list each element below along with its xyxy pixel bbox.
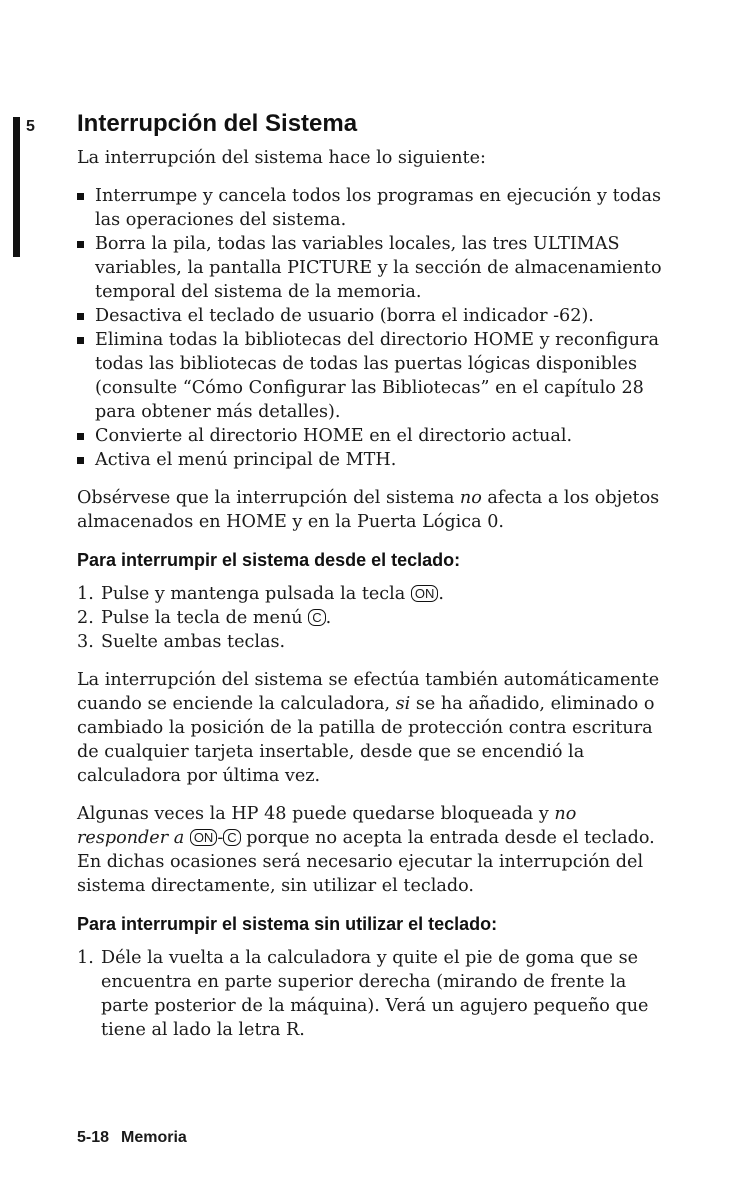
on-key: ON (190, 829, 218, 846)
page-number: 5-18 (77, 1129, 110, 1146)
step-item: 1. Déle la vuelta a la calculadora y quite el pie de goma que se encuentra en parte superior derecha (mirando de frente la parte posterior de la máquina). Verá un agujero pequeño que tiene al lado la letra R. (77, 948, 649, 1040)
page-content (77, 108, 667, 1056)
list-item: Convierte al directorio HOME en el directorio actual. (77, 424, 667, 448)
section-heading-no-keyboard: Para interrumpir el sistema sin utilizar el teclado: (77, 914, 498, 934)
keyboard-steps (77, 582, 667, 654)
list-item: Borra la pila, todas las variables locales, las tres ULTIMAS variables, la pantalla PICTURE y la sección de almacenamiento temporal del sistema de la memoria. (77, 232, 667, 304)
note-paragraph: Obsérvese que la interrupción del sistema no afecta a los objetos almacenados en HOME y en la Puerta Lógica 0. (77, 488, 660, 532)
on-key: ON (411, 585, 439, 602)
page-title: Interrupción del Sistema (77, 110, 358, 137)
section-heading-keyboard: Para interrumpir el sistema desde el teclado: (77, 550, 461, 570)
footer-section-name: Memoria (121, 1129, 187, 1146)
step-item: 1. Pulse y mantenga pulsada la tecla ON . (77, 584, 444, 604)
list-item: Activa el menú principal de MTH. (77, 448, 667, 472)
locked-paragraph: Algunas veces la HP 48 puede quedarse bloqueada y no responder a ON - C porque no acepta la entrada desde el teclado. En dichas ocasiones será necesario ejecutar la interrupción del sistema directamente, sin utilizar el teclado. (77, 804, 655, 896)
step-item: 2. Pulse la tecla de menú C . (77, 608, 332, 628)
list-item: Elimina todas la bibliotecas del directorio HOME y reconfigura todas las bibliotecas de todas las puertas lógicas disponibles (consulte “Cómo Configurar las Bibliotecas” en el capítulo 28 para obtener más detalles). (77, 328, 667, 424)
auto-reset-paragraph: La interrupción del sistema se efectúa también automáticamente cuando se enciende la calculadora, si se ha añadido, eliminado o cambiado la posición de la patilla de protección contra escritura de cualquier tarjeta insertable, desde que se encendió la calculadora por última vez. (77, 670, 660, 786)
no-keyboard-steps (77, 946, 667, 1042)
list-item: Interrumpe y cancela todos los programas en ejecución y todas las operaciones del sistema. (77, 184, 667, 232)
chapter-marker: 5 (26, 118, 35, 135)
chapter-tab-bar (13, 117, 20, 257)
emphasis: no (459, 488, 482, 508)
c-key: C (308, 609, 325, 626)
page-footer (77, 1129, 187, 1147)
list-item: Desactiva el teclado de usuario (borra el indicador -62). (77, 304, 667, 328)
emphasis: si (395, 694, 411, 714)
c-key: C (223, 829, 240, 846)
effects-list (77, 184, 667, 472)
step-item: 3. Suelte ambas teclas. (77, 632, 286, 652)
emphasis: no responder a (77, 804, 577, 848)
intro-text: La interrupción del sistema hace lo siguiente: (77, 148, 486, 168)
